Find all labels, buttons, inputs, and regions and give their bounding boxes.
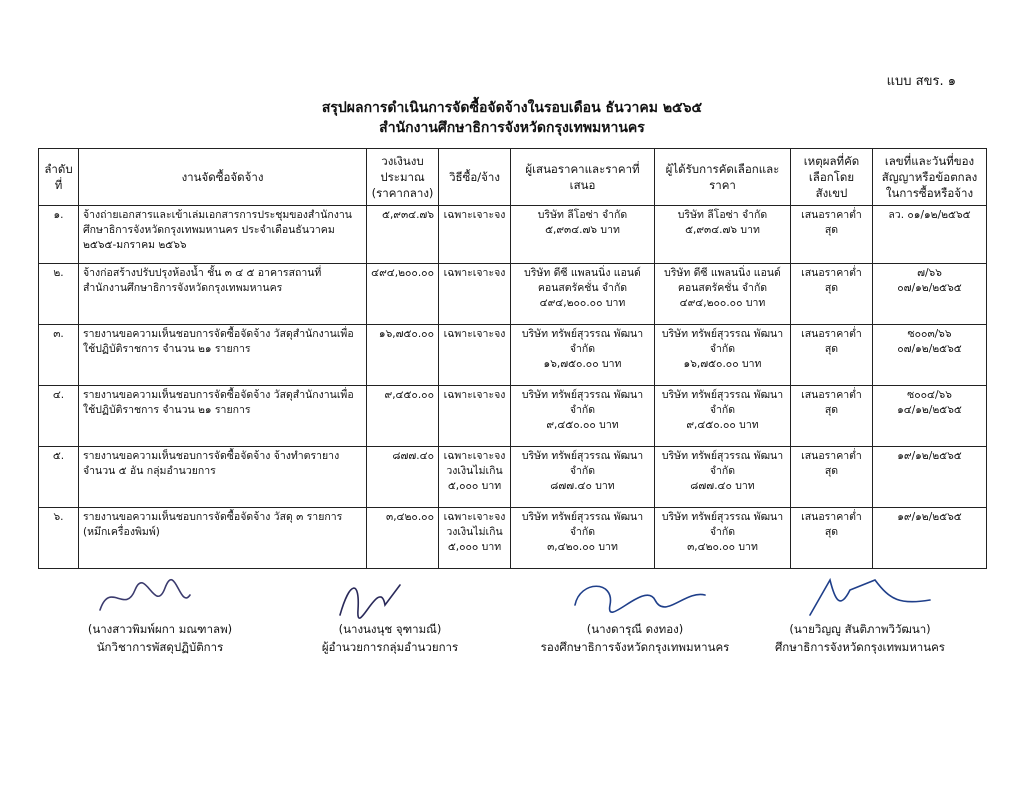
cell-method-line: เฉพาะเจาะจง วงเงินไม่เกิน ๕,๐๐๐ บาท — [443, 450, 506, 492]
cell-item-line: รายงานขอความเห็นชอบการจัดซื้อจัดจ้าง จ้างทำตรายางจำนวน ๕ อัน กลุ่มอำนวยการ — [83, 450, 340, 477]
cell-method-line: เฉพาะเจาะจง — [443, 267, 506, 279]
signer-position: นักวิชาการพัสดุปฏิบัติการ — [96, 640, 224, 654]
document-title: สรุปผลการดำเนินการจัดซื้อจัดจ้างในรอบเดือน ธันวาคม ๒๕๖๕ — [321, 100, 703, 116]
cell-reason-line: เสนอราคาต่ำสุด — [801, 209, 862, 236]
cell-contract-line: ๐๗/๑๒/๒๕๖๕ — [897, 282, 962, 294]
cell-budget — [367, 386, 439, 447]
header-budget: วงเงินงบประมาณ (ราคากลาง) — [367, 149, 439, 206]
cell-contract — [873, 206, 987, 264]
signer-name: (นายวิญญู สันติภาพวิวัฒนา) — [789, 622, 931, 636]
table-row — [39, 447, 987, 508]
cell-no-line: ๕. — [52, 450, 65, 462]
header-item: งานจัดซื้อจัดจ้าง — [79, 149, 367, 206]
cell-budget-line: ๘๗๗.๔๐ — [392, 450, 434, 462]
header-no: ลำดับที่ — [39, 149, 79, 206]
cell-bidder — [511, 206, 655, 264]
cell-reason-line: เสนอราคาต่ำสุด — [801, 450, 862, 477]
cell-method — [439, 447, 511, 508]
cell-reason-line: เสนอราคาต่ำสุด — [801, 511, 862, 538]
cell-winner-line: บริษัท ลีโอซ่า จำกัด — [677, 209, 768, 221]
cell-contract-line: ซ๐๐๔/๖๖ — [907, 389, 952, 401]
cell-item-line: รายงานขอความเห็นชอบการจัดซื้อจัดจ้าง วัสดุ ๓ รายการ (หมึกเครื่องพิมพ์) — [83, 511, 343, 538]
signature-block — [520, 568, 750, 656]
cell-method-line: เฉพาะเจาะจง — [443, 328, 506, 340]
cell-bidder — [511, 447, 655, 508]
cell-winner-line: ๑๖,๗๕๐.๐๐ บาท — [683, 358, 762, 370]
cell-no-line: ๖. — [53, 511, 64, 523]
cell-reason — [791, 386, 873, 447]
signature-mark — [290, 568, 490, 620]
cell-contract — [873, 264, 987, 325]
cell-winner — [655, 508, 791, 569]
signature-mark — [750, 568, 970, 620]
table-row — [39, 508, 987, 569]
cell-winner — [655, 325, 791, 386]
cell-reason-line: เสนอราคาต่ำสุด — [801, 328, 862, 355]
cell-method — [439, 206, 511, 264]
cell-item — [79, 264, 367, 325]
cell-item — [79, 447, 367, 508]
signature-block — [70, 568, 250, 656]
cell-no-line: ๒. — [53, 267, 64, 279]
signer-name: (นางสาวพิมพ์ผกา มณฑาลพ) — [87, 622, 233, 636]
signer-position: รองศึกษาธิการจังหวัดกรุงเทพมหานคร — [540, 640, 730, 654]
cell-winner — [655, 206, 791, 264]
cell-budget-line: ๓,๔๒๐.๐๐ — [386, 511, 434, 523]
cell-contract-line: ๑๙/๑๒/๒๕๖๕ — [897, 511, 962, 523]
cell-contract-line: ลว. ๐๑/๑๒/๒๕๖๕ — [888, 209, 971, 221]
cell-bidder-line: ๘๗๗.๔๐ บาท — [550, 480, 615, 492]
cell-winner-line: ๙,๔๕๐.๐๐ บาท — [686, 419, 759, 431]
cell-reason-line: เสนอราคาต่ำสุด — [801, 267, 862, 294]
cell-item — [79, 325, 367, 386]
cell-bidder-line: บริษัท ดีซี แพลนนิ่ง แอนด์ คอนสตรัคชั่น จำกัด — [524, 267, 641, 294]
cell-contract — [873, 386, 987, 447]
cell-bidder-line: ๙,๔๕๐.๐๐ บาท — [546, 419, 619, 431]
cell-item-line: จ้างถ่ายเอกสารและเข้าเล่มเอกสารการประชุมของสำนักงานศึกษาธิการจังหวัดกรุงเทพมหานคร ประจำเดือนธันวาคม ๒๕๖๕-มกราคม ๒๕๖๖ — [83, 209, 352, 251]
signature-mark — [520, 568, 750, 620]
header-bidders: ผู้เสนอราคาและราคาที่เสนอ — [511, 149, 655, 206]
cell-contract-line: ๗/๖๖ — [917, 267, 942, 279]
cell-winner-line: บริษัท ทรัพย์สุวรรณ พัฒนา จำกัด — [661, 511, 784, 538]
cell-item — [79, 508, 367, 569]
cell-contract-line: ซ๐๐๓/๖๖ — [907, 328, 952, 340]
cell-item — [79, 386, 367, 447]
cell-item — [79, 206, 367, 264]
cell-item-line: รายงานขอความเห็นชอบการจัดซื้อจัดจ้าง วัสดุสำนักงานเพื่อใช้ปฏิบัติราชการ จำนวน ๒๑ รายการ — [83, 328, 354, 355]
cell-reason — [791, 264, 873, 325]
cell-budget — [367, 508, 439, 569]
signature-mark — [70, 568, 250, 620]
table-row — [39, 386, 987, 447]
cell-method — [439, 386, 511, 447]
signature-block — [290, 568, 490, 656]
cell-winner-line: บริษัท ทรัพย์สุวรรณ พัฒนา จำกัด — [661, 450, 784, 477]
procurement-table — [38, 148, 987, 569]
cell-reason — [791, 206, 873, 264]
cell-bidder — [511, 264, 655, 325]
cell-bidder — [511, 508, 655, 569]
cell-winner-line: บริษัท ดีซี แพลนนิ่ง แอนด์ คอนสตรัคชั่น จำกัด — [664, 267, 781, 294]
cell-contract — [873, 447, 987, 508]
cell-no — [39, 206, 79, 264]
cell-method — [439, 325, 511, 386]
cell-no — [39, 325, 79, 386]
cell-bidder-line: ๔๙๔,๒๐๐.๐๐ บาท — [539, 297, 626, 309]
cell-no-line: ๔. — [52, 389, 65, 401]
header-winner: ผู้ได้รับการคัดเลือกและราคา — [655, 149, 791, 206]
cell-bidder-line: ๕,๙๓๔.๗๖ บาท — [545, 224, 620, 236]
cell-no-line: ๓. — [53, 328, 64, 340]
signer-position: ผู้อำนวยการกลุ่มอำนวยการ — [321, 640, 459, 654]
cell-item-line: รายงานขอความเห็นชอบการจัดซื้อจัดจ้าง วัสดุสำนักงานเพื่อใช้ปฏิบัติราชการ จำนวน ๒๑ รายการ — [83, 389, 354, 416]
cell-budget — [367, 325, 439, 386]
cell-bidder — [511, 386, 655, 447]
cell-reason-line: เสนอราคาต่ำสุด — [801, 389, 862, 416]
cell-winner-line: บริษัท ทรัพย์สุวรรณ พัฒนา จำกัด — [661, 328, 784, 355]
cell-contract — [873, 325, 987, 386]
cell-bidder-line: บริษัท ทรัพย์สุวรรณ พัฒนา จำกัด — [521, 328, 644, 355]
cell-winner — [655, 386, 791, 447]
cell-contract-line: ๑๙/๑๒/๒๕๖๕ — [897, 450, 962, 462]
cell-bidder-line: ๓,๔๒๐.๐๐ บาท — [547, 541, 618, 553]
cell-bidder-line: ๑๖,๗๕๐.๐๐ บาท — [543, 358, 622, 370]
signature-block — [750, 568, 970, 656]
cell-winner — [655, 447, 791, 508]
table-row — [39, 264, 987, 325]
table-header-row — [39, 149, 987, 206]
cell-no — [39, 508, 79, 569]
cell-item-line: จ้างก่อสร้างปรับปรุงห้องน้ำ ชั้น ๓ ๔ ๕ อาคารสถานที่สำนักงานศึกษาธิการจังหวัดกรุงเทพมหานคร — [83, 267, 322, 294]
signer-name: (นางนงนุช จุฑามณี) — [338, 622, 442, 636]
cell-reason — [791, 508, 873, 569]
cell-no — [39, 386, 79, 447]
cell-contract-line: ๐๗/๑๒/๒๕๖๕ — [897, 343, 962, 355]
cell-winner-line: ๔๙๔,๒๐๐.๐๐ บาท — [679, 297, 766, 309]
cell-no-line: ๑. — [53, 209, 64, 221]
cell-no — [39, 447, 79, 508]
cell-bidder — [511, 325, 655, 386]
cell-budget-line: ๙,๔๕๐.๐๐ — [384, 389, 434, 401]
table-row — [39, 206, 987, 264]
signer-position: ศึกษาธิการจังหวัดกรุงเทพมหานคร — [775, 640, 945, 654]
cell-contract — [873, 508, 987, 569]
cell-bidder-line: บริษัท ทรัพย์สุวรรณ พัฒนา จำกัด — [521, 389, 644, 416]
cell-reason — [791, 325, 873, 386]
header-method: วิธีซื้อ/จ้าง — [439, 149, 511, 206]
cell-method — [439, 508, 511, 569]
table-row — [39, 325, 987, 386]
cell-bidder-line: บริษัท ทรัพย์สุวรรณ พัฒนา จำกัด — [521, 511, 644, 538]
cell-budget — [367, 206, 439, 264]
cell-budget-line: ๑๖,๗๕๐.๐๐ — [378, 328, 434, 340]
cell-winner — [655, 264, 791, 325]
cell-bidder-line: บริษัท ลีโอซ่า จำกัด — [537, 209, 628, 221]
cell-method-line: เฉพาะเจาะจง — [443, 389, 506, 401]
cell-method — [439, 264, 511, 325]
cell-method-line: เฉพาะเจาะจง วงเงินไม่เกิน ๕,๐๐๐ บาท — [443, 511, 506, 553]
header-contract: เลขที่และวันที่ของสัญญาหรือข้อตกลงในการซื้อหรือจ้าง — [873, 149, 987, 206]
cell-bidder-line: บริษัท ทรัพย์สุวรรณ พัฒนา จำกัด — [521, 450, 644, 477]
cell-winner-line: ๘๗๗.๔๐ บาท — [690, 480, 755, 492]
cell-reason — [791, 447, 873, 508]
cell-budget-line: ๕,๙๓๔.๗๖ — [382, 209, 434, 221]
cell-budget-line: ๔๙๔,๒๐๐.๐๐ — [371, 267, 434, 279]
cell-no — [39, 264, 79, 325]
cell-winner-line: บริษัท ทรัพย์สุวรรณ พัฒนา จำกัด — [661, 389, 784, 416]
signer-name: (นางดารุณี ดงทอง) — [586, 622, 684, 636]
cell-winner-line: ๕,๙๓๔.๗๖ บาท — [685, 224, 760, 236]
document-subtitle: สำนักงานศึกษาธิการจังหวัดกรุงเทพมหานคร — [379, 120, 645, 136]
cell-contract-line: ๑๔/๑๒/๒๕๖๕ — [897, 404, 962, 416]
header-reason: เหตุผลที่คัดเลือกโดยสังเขป — [791, 149, 873, 206]
cell-budget — [367, 447, 439, 508]
cell-method-line: เฉพาะเจาะจง — [443, 209, 506, 221]
cell-winner-line: ๓,๔๒๐.๐๐ บาท — [687, 541, 758, 553]
cell-budget — [367, 264, 439, 325]
form-code: แบบ สขร. ๑ — [886, 74, 956, 89]
